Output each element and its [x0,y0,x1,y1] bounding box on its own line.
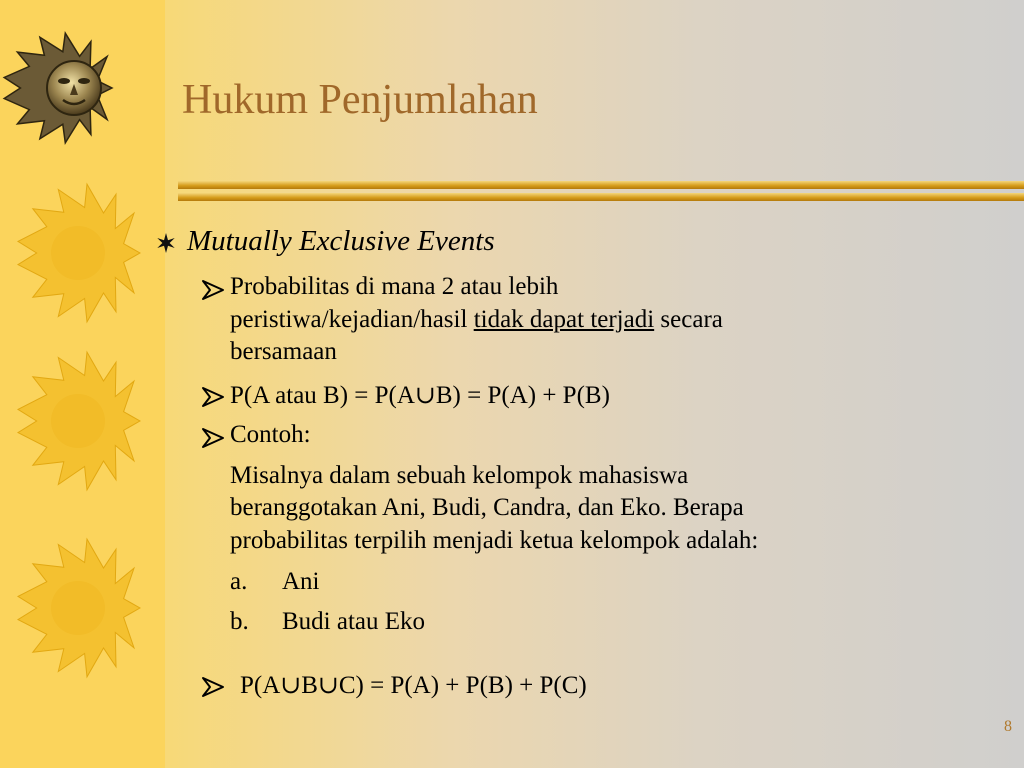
item1-line3: bersamaan [230,338,337,365]
item1-line1: Probabilitas di mana 2 atau lebih [230,273,559,300]
arrowhead-bullet-icon [201,427,225,449]
example-line1: Misalnya dalam sebuah kelompok mahasiswa [230,462,689,489]
slide-title: Hukum Penjumlahan [182,77,538,123]
arrowhead-bullet-icon [201,676,225,698]
page-number: 8 [1004,718,1012,735]
underlined-phrase: tidak dapat terjadi [473,306,655,333]
option-marker-b: b. [230,608,249,635]
example-line2: beranggotakan Ani, Budi, Candra, dan Eko. Berapa [230,494,744,521]
arrowhead-bullet-icon [201,279,225,301]
item2-union-rule: P(A atau B) = P(A∪B) = P(A) + P(B) [230,382,610,409]
option-text-a: Ani [282,568,320,595]
six-point-star-icon [155,232,177,254]
item3-example-label: Contoh: [230,421,311,448]
heading-mutually-exclusive: Mutually Exclusive Events [187,225,495,257]
arrowhead-bullet-icon [201,386,225,408]
item4-three-event-rule: P(A∪B∪C) = P(A) + P(B) + P(C) [240,672,587,699]
example-line3: probabilitas terpilih menjadi ketua kelompok adalah: [230,527,759,554]
option-marker-a: a. [230,568,248,595]
item1-line2: peristiwa/kejadian/hasil tidak dapat terjadi secara [230,306,723,333]
option-text-b: Budi atau Eko [282,608,426,635]
